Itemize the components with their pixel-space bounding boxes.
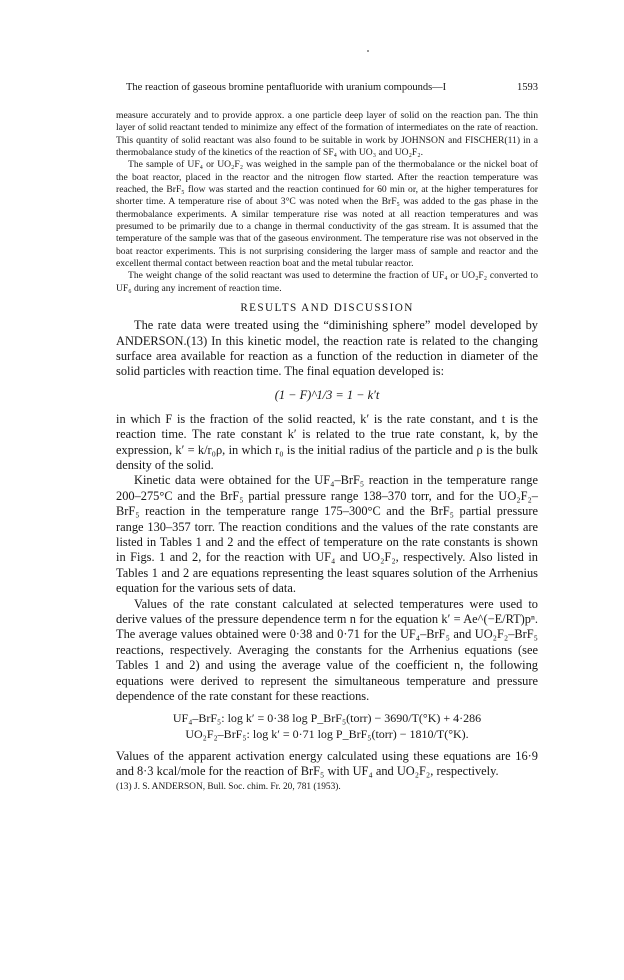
running-head [116, 82, 538, 98]
paragraph-rate-model: The rate data were treated using the “diminishing sphere” model developed by ANDERSON.(13) In this kinetic model, the reaction rate is related to the changing surface area available for reaction as a function of the reduction in diameter of the solid particles with reaction time. The final equation developed is: [116, 318, 538, 379]
page-number: 1593 [517, 82, 538, 93]
equations-rate-constant [116, 710, 538, 743]
paragraph-rate-constant: in which F is the fraction of the solid reacted, k′ is the rate constant, and t is the reaction time. The rate constant k′ is related to the true rate constant, k, by the expression, k′ = k/r₀ρ, in which r₀ is the initial radius of the particle and ρ is the bulk density of the solid. [116, 411, 538, 472]
paragraph-sample-size: measure accurately and to provide approx. a one particle deep layer of solid on the reaction pan. The thin layer of solid reactant tended to minimize any effect of the formation of intermediates on the rate of reaction. This quantity of solid reactant was also found to be suitable in work by JOHNSON and FISCHER(11) in a thermobalance study of the kinetics of the reaction of SF₄ with UO₃ and UO₂F₂. [116, 110, 538, 159]
running-head-title: The reaction of gaseous bromine pentafluoride with uranium compounds—I [126, 82, 447, 93]
scan-speck [367, 50, 369, 52]
paragraph-procedure: The sample of UF₄ or UO₂F₂ was weighed in the sample pan of the thermobalance or the nickel boat of the boat reactor, placed in the reactor and the nitrogen flow started. After the reaction temperature was reached, the BrF₅ flow was started and the reaction continued for 60 min or, at the higher temperatures for shorter time. A temperature rise of about 3°C was noted when the BrF₅ was added to the gas phase in the thermobalance experiments. A similar temperature rise was noted at all reaction temperatures and was presumed to be primarily due to a change in thermal conductivity of the gas stream. It is assumed that the temperature of the sample was that of the gaseous environment. The temperature rise was not observed in the boat reactor experiments. This is not surprising considering the larger mass of sample and reactor and the excellent thermal contact between reaction boat and the metal tubular reactor. [116, 159, 538, 270]
paragraph-activation-energy: Values of the apparent activation energy calculated using these equations are 16·9 and 8·3 kcal/mole for the reaction of BrF₅ with UF₄ and UO₂F₂, respectively. [116, 748, 538, 778]
paragraph-pressure-dependence: Values of the rate constant calculated at selected temperatures were used to derive values of the pressure dependence term n for the equation k′ = Ae^(−E/RT)pⁿ. The average values obtained were 0·38 and 0·71 for the UF₄–BrF₅ and UO₂F₂–BrF₅ reactions, respectively. Averaging the constants for the Arrhenius equations (see Tables 1 and 2) and using the average value of the coefficient n, the following equations were derived to represent the simultaneous temperature and pressure dependence of the rate constant for these reactions. [116, 596, 538, 704]
paragraph-weight-change: The weight change of the solid reactant was used to determine the fraction of UF₄ or UO₂F₂ converted to UF₆ during any increment of reaction time. [116, 270, 538, 294]
equation-uf4-brf5: UF₄–BrF₅: log k′ = 0·38 log P_BrF₅(torr) − 3690/T(°K) + 4·286 [172, 710, 482, 725]
equation-uo2f2-brf5: UO₂F₂–BrF₅: log k′ = 0·71 log P_BrF₅(torr) − 1810/T(°K). [185, 727, 469, 741]
paragraph-kinetic-data: Kinetic data were obtained for the UF₄–BrF₅ reaction in the temperature range 200–275°C and the BrF₅ partial pressure range 138–370 torr, and for the UO₂F₂–BrF₅ reaction in the temperature range 175–300°C and the BrF₅ partial pressure range 130–357 torr. The reaction conditions and the values of the rate constants are listed in Tables 1 and 2 and the effect of temperature on the rate constants is shown in Figs. 1 and 2, for the reaction with UF₄ and UO₂F₂, respectively. Also listed in Tables 1 and 2 are equations representing the least squares solution of the Arrhenius equation for the various sets of data. [116, 473, 538, 596]
footnote-anderson: (13) J. S. ANDERSON, Bull. Soc. chim. Fr. 20, 781 (1953). [116, 782, 341, 793]
section-heading-results: RESULTS AND DISCUSSION [240, 302, 414, 315]
equation-diminishing-sphere: (1 − F)^1/3 = 1 − k′t [274, 387, 380, 402]
